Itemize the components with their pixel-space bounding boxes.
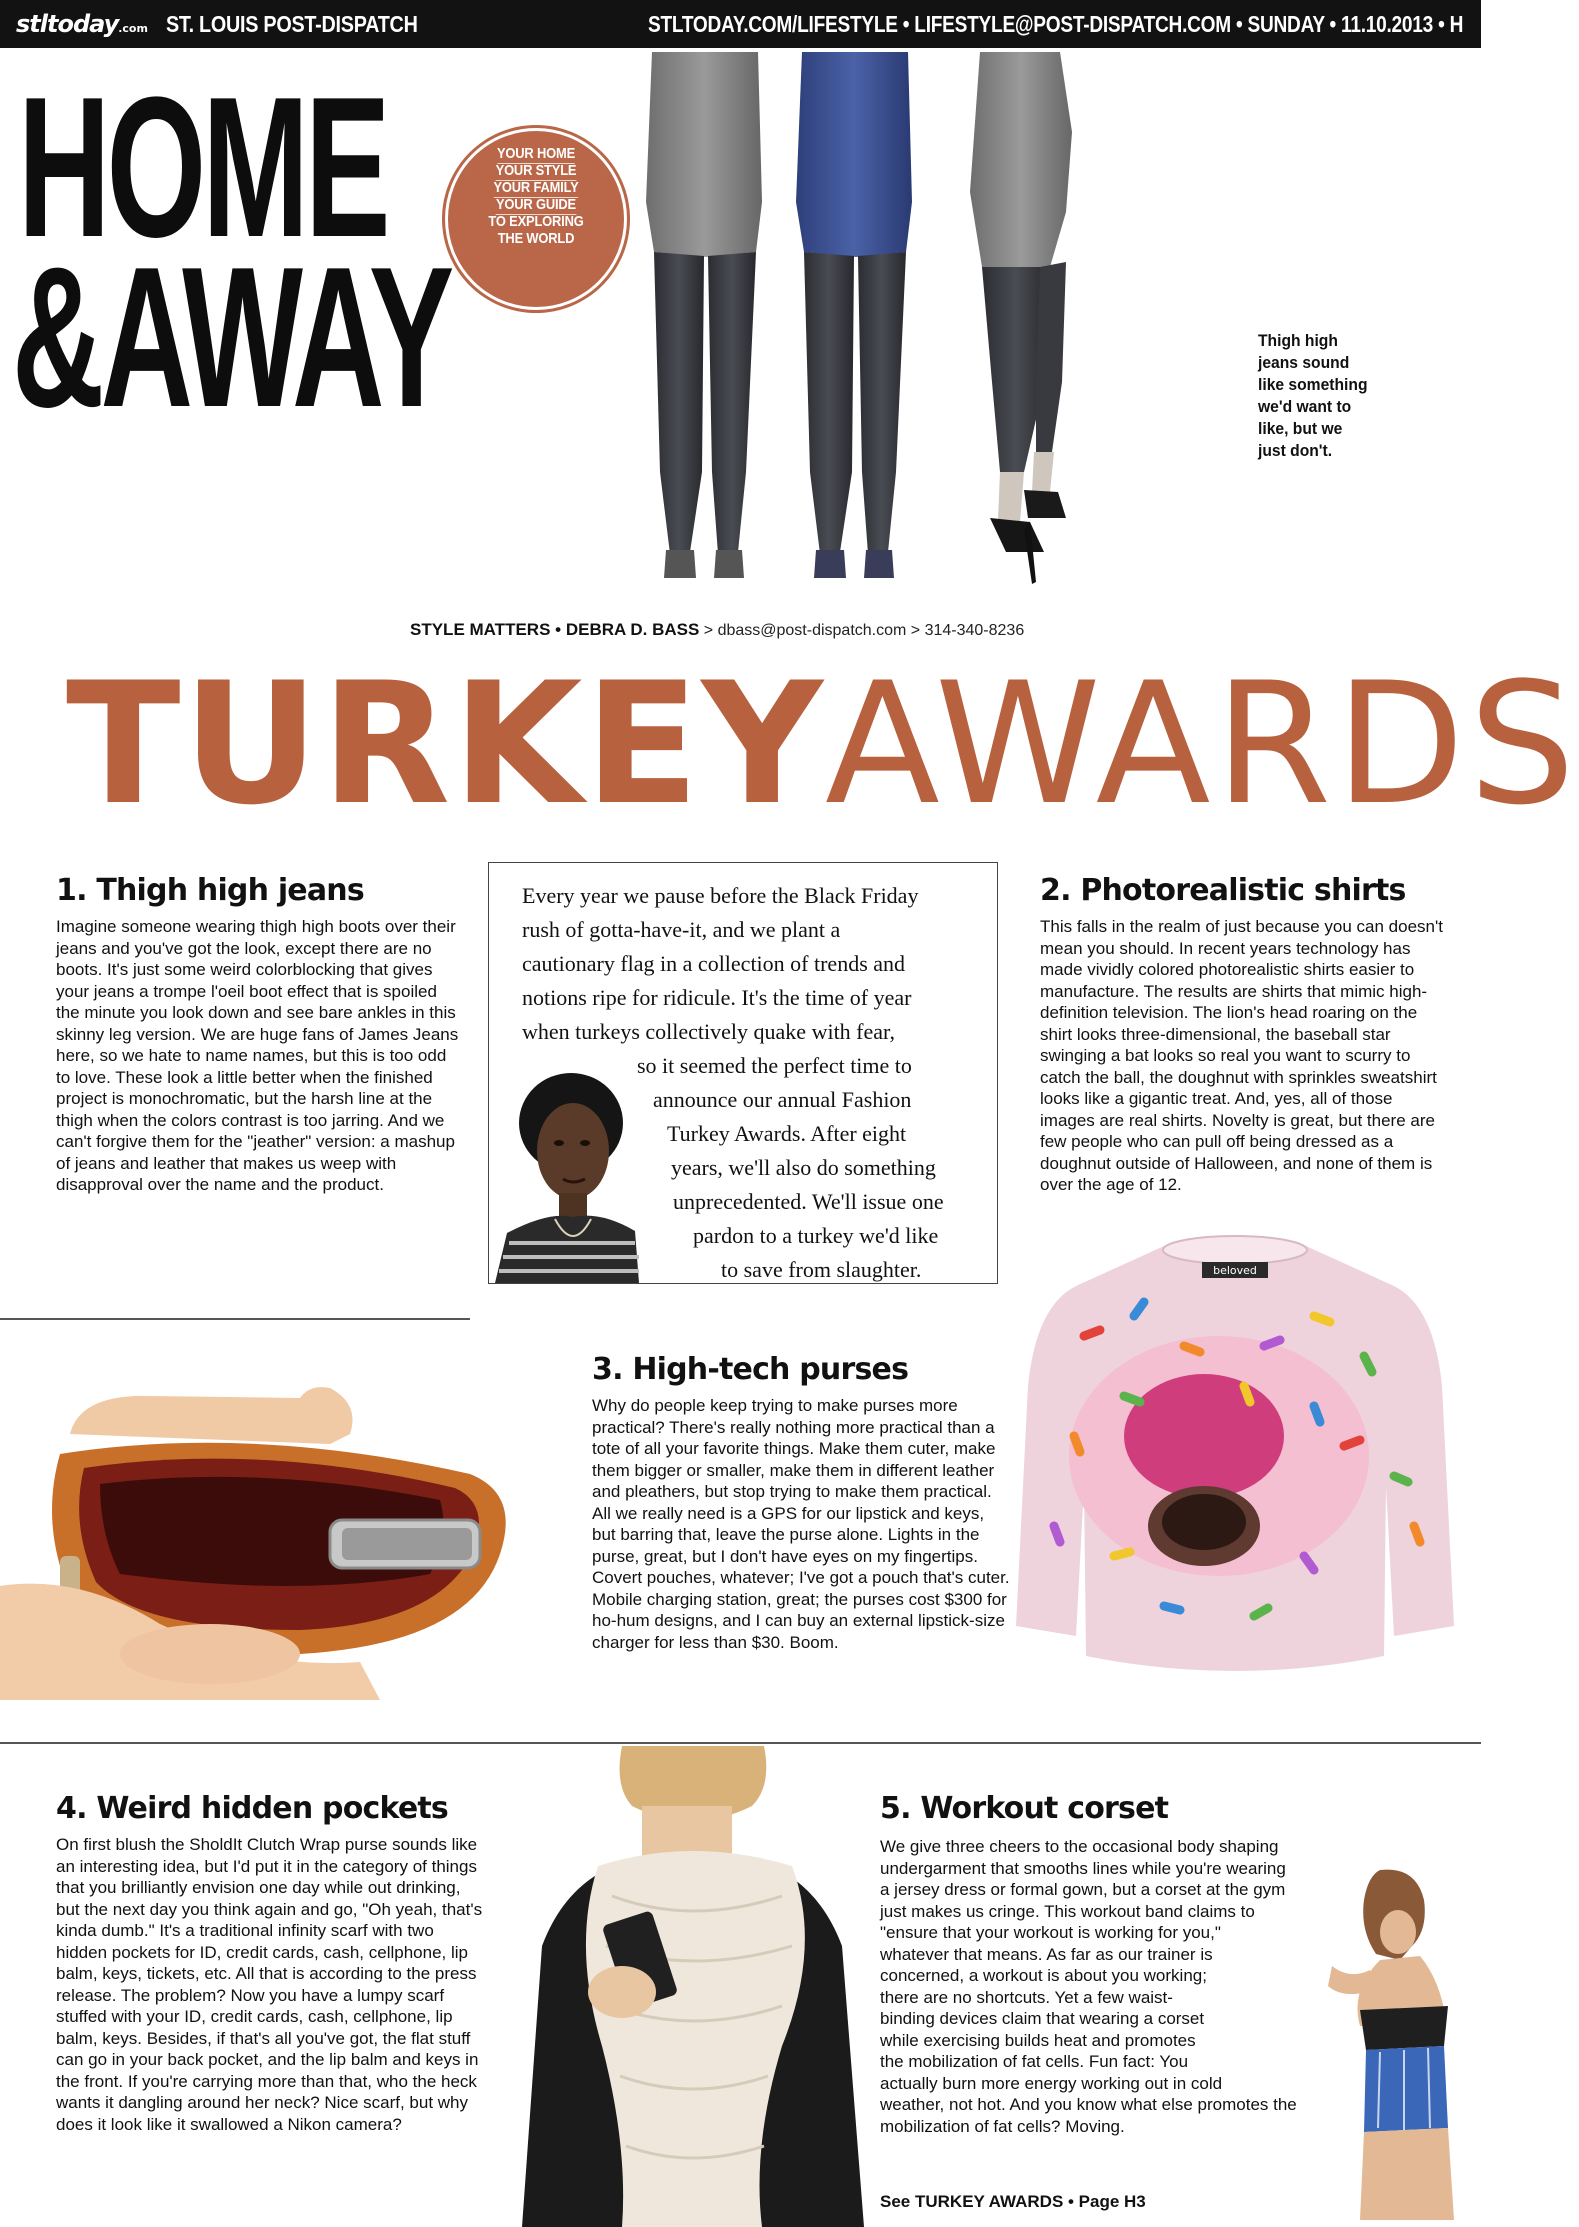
article-body: This falls in the realm of just because you can doesn't mean you should. In recent years technology has made vividly colored photorealistic shirts easier to manufacture. The results are shirts that mimic high-definition television. The lion's head roaring on the shirt looks three-dimensional, the baseball star swinging a bat looks so real you want to scurry to catch the ball, the doughnut with sprinkles sweatshirt looks like a gigantic treat. And, yes, all of those images are real shirts. Novelty is great, but there are few people who can pull off being dressed as a doughnut outside of Halloween, and none of them is over the age of 12. [1040, 917, 1443, 1194]
intro-line: Turkey Awards. After eight [667, 1121, 907, 1146]
section-info: STLTODAY.COM/LIFESTYLE • LIFESTYLE@POST-DISPATCH.COM • SUNDAY • 11.10.2013 • H [647, 10, 1463, 37]
continued-prefix: See [880, 2192, 915, 2211]
article-title: 1. Thigh high jeans [56, 873, 364, 908]
column-name: STYLE MATTERS [410, 620, 551, 639]
caption-line: we'd want to [1258, 397, 1352, 416]
jeans-grey [646, 52, 762, 578]
sweatshirt-tag-text: beloved [1213, 1264, 1257, 1277]
body-line: while exercising builds heat and promotes [880, 2030, 1196, 2050]
body-line: weather, not hot. And you know what else promotes the [880, 2095, 1297, 2114]
caption-line: jeans sound [1258, 353, 1350, 372]
article-title: 3. High-tech purses [592, 1352, 909, 1387]
body-line: concerned, a workout is about you working; [880, 1966, 1207, 1985]
badge-line: THE WORLD [497, 230, 575, 247]
byline [410, 620, 1024, 640]
article-thigh-high-jeans [56, 873, 462, 1196]
badge-line: YOUR GUIDE [495, 196, 576, 213]
jeans-caption [1258, 330, 1368, 462]
badge-line: YOUR STYLE [495, 162, 577, 179]
site-logo: stltoday.com [16, 10, 148, 38]
caption-line: Thigh high [1258, 331, 1338, 350]
masthead-home: HOME [18, 56, 387, 279]
masthead-away: &AWAY [12, 226, 451, 449]
section-badge [445, 128, 627, 310]
paper-name: ST. LOUIS POST-DISPATCH [165, 10, 418, 37]
intro-line: pardon to a turkey we'd like [693, 1223, 939, 1248]
thigh-high-jeans-photo [630, 52, 1220, 612]
article-high-tech-purses [592, 1352, 1010, 1653]
intro-box [488, 862, 998, 1284]
intro-line: years, we'll also do something [671, 1155, 936, 1180]
article-title: 5. Workout corset [880, 1791, 1169, 1826]
article-body: Imagine someone wearing thigh high boots over their jeans and you've got the look, except there are no boots. It's just some weird colorblocking that gives your jeans a trompe l'oeil boot effect that is spoiled the minute you look down and see bare ankles in this skinny leg version. We are huge fans of James Jeans here, so we hate to name names, but this is too odd to love. These look a little better when the finished project is monochromatic, but the harsh line at the thigh when the colors contrast is too jarring. And we can't forgive them for the "jeather" version: a mashup of jeans and leather that makes us weep with disapproval over the name and the product. [56, 917, 459, 1194]
body-line: whatever that means. As far as our trainer is [880, 1944, 1213, 1964]
body-line: just makes us cringe. This workout band claims to [880, 1901, 1255, 1921]
body-line: We give three cheers to the occasional body shaping [880, 1837, 1279, 1856]
intro-line: cautionary flag in a collection of trends and [522, 951, 906, 976]
intro-line: unprecedented. We'll issue one [673, 1189, 944, 1214]
body-line: actually burn more energy working out in cold [880, 2073, 1223, 2093]
body-line: there are no shortcuts. Yet a few waist- [880, 1987, 1173, 2007]
caption-line: like, but we [1258, 419, 1343, 438]
intro-line: to save from slaughter. [721, 1257, 922, 1282]
divider [0, 1318, 470, 1320]
body-line: undergarment that smooths lines while you're wearing [880, 1858, 1286, 1878]
continued-reference[interactable] [880, 2192, 1146, 2212]
article-title: 2. Photorealistic shirts [1040, 873, 1406, 908]
headline-bold: TURKEY [66, 646, 825, 842]
body-line: binding devices claim that wearing a corset [880, 2009, 1205, 2028]
byline-separator: • [550, 620, 566, 639]
body-line: the mobilization of fat cells. Fun fact: You [880, 2052, 1189, 2071]
article-photorealistic-shirts [1040, 873, 1448, 1196]
body-line: mobilization of fat cells? Moving. [880, 2116, 1125, 2136]
high-tech-purse-photo [0, 1324, 572, 1700]
caption-line: just don't. [1258, 441, 1333, 460]
article-weird-hidden-pockets [56, 1791, 488, 2135]
infinity-scarf-photo [502, 1746, 874, 2227]
intro-line: Every year we pause before the Black Friday [522, 883, 919, 908]
author-name: DEBRA D. BASS [565, 620, 700, 639]
top-bar [0, 0, 1481, 48]
intro-line: announce our annual Fashion [653, 1087, 912, 1112]
jeans-blue [796, 52, 912, 578]
continued-section: TURKEY AWARDS [914, 2192, 1064, 2211]
intro-line: notions ripe for ridicule. It's the time of year [522, 985, 912, 1010]
article-title: 4. Weird hidden pockets [56, 1791, 448, 1826]
badge-line: YOUR HOME [496, 145, 576, 162]
intro-line: when turkeys collectively quake with fear, [522, 1019, 895, 1044]
intro-line: so it seemed the perfect time to [637, 1053, 912, 1078]
article-body: Why do people keep trying to make purses more practical? There's really nothing more practical than a tote of all your favorite things. Make them cuter, make them bigger or smaller, make them in different leather and pleathers, but stop trying to make them practical. All we really need is a GPS for our lipstick and keys, but barring that, leave the purse alone. Lights in the purse, great, but I don't have eyes on my fingertips. Covert pouches, whatever; I've got a pouch that's cuter. Mobile charging station, great; the purses cost $300 for ho-hum designs, and I can buy an external lipstick-size charger for less than $30. Boom. [592, 1396, 1010, 1652]
jeans-side-view [970, 52, 1072, 584]
intro-line: rush of gotta-have-it, and we plant a [522, 917, 841, 942]
divider [0, 1742, 1481, 1744]
headline-light: AWARDS [824, 646, 1579, 842]
doughnut-sweatshirt-photo [1014, 1226, 1456, 1686]
badge-line: TO EXPLORING [488, 213, 584, 230]
article-body: On first blush the SholdIt Clutch Wrap purse sounds like an interesting idea, but I'd put it in the category of things that you brilliantly envision one day while out drinking, but the next day you think again and go, "Oh yeah, that's kinda dumb." It's a traditional infinity scarf with two hidden pockets for ID, credit cards, cash, cellphone, lip balm, keys, tickets, etc. All that is according to the press release. The problem? Now you have a lumpy scarf stuffed with your ID, credit cards, cash, cellphone, lip balm, keys. Besides, if that's all you've got, the flat stuff can go in your back pocket, and the lip balm and keys in the front. If you're carrying more than that, who the heck wants it dangling around her neck? Nice scarf, but why does it look like it swallowed a Nikon camera? [56, 1835, 483, 2134]
workout-corset-photo [1320, 1870, 1470, 2220]
continued-page: • Page H3 [1063, 2192, 1146, 2211]
body-line: a jersey dress or formal gown, but a corset at the gym [880, 1880, 1286, 1899]
badge-line: YOUR FAMILY [493, 179, 579, 196]
author-contact: > dbass@post-dispatch.com > 314-340-8236 [699, 622, 1025, 639]
caption-line: like something [1258, 375, 1368, 394]
headline [66, 646, 1579, 842]
body-line: "ensure that your workout is working for you," [880, 1923, 1221, 1942]
author-portrait [489, 1043, 639, 1283]
